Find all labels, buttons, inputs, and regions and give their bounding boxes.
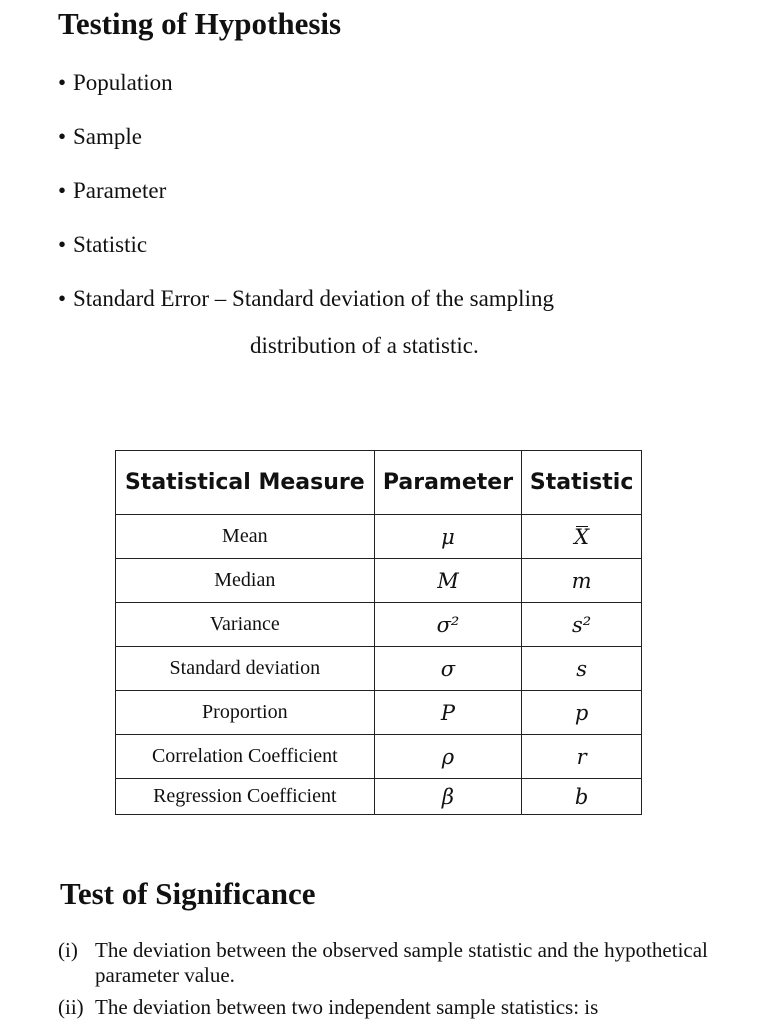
bullet-text: Parameter bbox=[73, 178, 167, 203]
item-text: The deviation between the observed sample statistic and the hypothetical parameter value. bbox=[95, 938, 708, 987]
statistic-cell: s bbox=[522, 647, 642, 691]
bullet-text: Statistic bbox=[73, 232, 148, 257]
parameter-cell: σ bbox=[374, 647, 522, 691]
parameter-cell: M bbox=[374, 559, 522, 603]
bullet-dot-icon: • bbox=[58, 286, 67, 311]
parameter-cell: ρ bbox=[374, 735, 522, 779]
list-item bbox=[58, 938, 718, 988]
bullet-dot-icon: • bbox=[58, 70, 67, 95]
table-row bbox=[116, 647, 642, 691]
list-item bbox=[58, 995, 718, 1020]
column-header: Parameter bbox=[374, 451, 522, 515]
parameter-cell: P bbox=[374, 691, 522, 735]
bullet-text: Population bbox=[73, 70, 173, 95]
item-text: The deviation between two independent sample statistics: is bbox=[95, 995, 599, 1019]
statistics-table bbox=[115, 450, 642, 815]
parameter-cell: β bbox=[374, 779, 522, 815]
parameter-cell: μ bbox=[374, 515, 522, 559]
bullet-population bbox=[58, 70, 173, 96]
table-row bbox=[116, 603, 642, 647]
measure-cell: Regression Coefficient bbox=[116, 779, 375, 815]
bullet-dot-icon: • bbox=[58, 232, 67, 257]
statistic-cell: b bbox=[522, 779, 642, 815]
bullet-statistic bbox=[58, 232, 147, 258]
bullet-parameter bbox=[58, 178, 166, 204]
bullet-standard-error bbox=[58, 286, 554, 312]
item-number: (ii) bbox=[58, 995, 84, 1019]
statistic-cell: m bbox=[522, 559, 642, 603]
parameter-cell: σ² bbox=[374, 603, 522, 647]
statistic-cell: s² bbox=[522, 603, 642, 647]
column-header: Statistic bbox=[522, 451, 642, 515]
table-row bbox=[116, 515, 642, 559]
item-number: (i) bbox=[58, 938, 78, 962]
measure-cell: Standard deviation bbox=[116, 647, 375, 691]
section-title: Test of Significance bbox=[60, 876, 316, 911]
bullet-continuation: distribution of a statistic. bbox=[250, 333, 479, 358]
table-row bbox=[116, 735, 642, 779]
bullet-dot-icon: • bbox=[58, 178, 67, 203]
measure-cell: Mean bbox=[116, 515, 375, 559]
table-row bbox=[116, 691, 642, 735]
table-header-row bbox=[116, 451, 642, 515]
page-title: Testing of Hypothesis bbox=[58, 6, 342, 41]
statistic-cell bbox=[522, 515, 642, 559]
measure-cell: Median bbox=[116, 559, 375, 603]
table-row bbox=[116, 779, 642, 815]
statistic-cell: p bbox=[522, 691, 642, 735]
measure-cell: Proportion bbox=[116, 691, 375, 735]
table-row bbox=[116, 559, 642, 603]
measure-cell: Variance bbox=[116, 603, 375, 647]
bullet-dot-icon: • bbox=[58, 124, 67, 149]
statistic-cell: r bbox=[522, 735, 642, 779]
measure-cell: Correlation Coefficient bbox=[116, 735, 375, 779]
column-header: Statistical Measure bbox=[116, 451, 375, 515]
bullet-sample bbox=[58, 124, 142, 150]
bullet-text: Sample bbox=[73, 124, 142, 149]
bullet-text: Standard Error – Standard deviation of the sampling bbox=[73, 286, 554, 311]
x-bar-symbol: X bbox=[574, 524, 590, 549]
